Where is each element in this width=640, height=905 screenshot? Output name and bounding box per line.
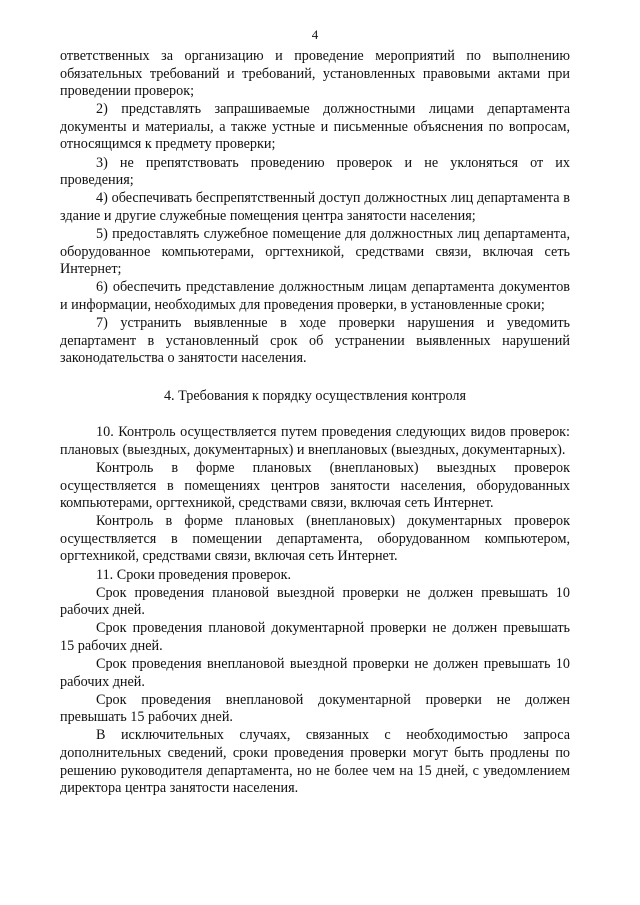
paragraph-planned-documentary-term: Срок проведения плановой документарной проверки не должен превышать 15 рабочих дней.	[60, 620, 570, 654]
paragraph-11: 11. Сроки проведения проверок.	[96, 566, 292, 583]
list-item-2: 2) представлять запрашиваемые должностными лицами департамента документы и материалы, а также устные и письменные объяснения по вопросам, относящимся к предмету проверки;	[60, 101, 570, 153]
paragraph-planned-onsite-term: Срок проведения плановой выездной проверки не должен превышать 10 рабочих дней.	[60, 584, 570, 619]
document-body	[60, 48, 570, 798]
list-item-5: 5) предоставлять служебное помещение для должностных лиц департамента, оборудованное компьютерами, оргтехникой, средствами связи, включая сеть Интернет;	[60, 225, 570, 278]
paragraph-10: 10. Контроль осуществляется путем проведения следующих видов проверок: плановых (выездных, документарных) и внеплановых (выездных, документарных).	[60, 424, 570, 458]
paragraph-unplanned-onsite-term: Срок проведения внеплановой выездной проверки не должен превышать 10 рабочих дней.	[60, 656, 570, 690]
document-page	[60, 0, 570, 905]
paragraph-continuation: ответственных за организацию и проведение мероприятий по выполнению обязательных требований и требований, установленных правовыми актами при проведении проверок;	[60, 48, 570, 100]
page-number: 4	[311, 27, 319, 42]
paragraph-unplanned-documentary-term: Срок проведения внеплановой документарной проверки не должен превышать 15 рабочих дней.	[60, 691, 570, 726]
paragraph-onsite-control: Контроль в форме плановых (внеплановых) выездных проверок осуществляется в помещениях центров занятости населения, оборудованных компьютерами, оргтехникой, средствами связи, включая сеть Интернет.	[60, 459, 570, 512]
list-item-3: 3) не препятствовать проведению проверок и не уклоняться от их проведения;	[60, 154, 570, 189]
paragraph-documentary-control: Контроль в форме плановых (внеплановых) документарных проверок осуществляется в помещении департамента, оборудованном компьютером, оргтехникой, средствами связи, включая сеть Интернет.	[60, 513, 570, 565]
list-item-4: 4) обеспечивать беспрепятственный доступ должностных лиц департамента в здание и другие служебные помещения центра занятости населения;	[60, 190, 570, 224]
section-heading: 4. Требования к порядку осуществления контроля	[163, 387, 467, 404]
paragraph-exceptional-cases: В исключительных случаях, связанных с необходимостью запроса дополнительных сведений, сроки проведения проверки могут быть продлены по решению руководителя департамента, но не более чем на 15 дней, с уведомлением директора центра занятости населения.	[60, 727, 570, 797]
list-item-7: 7) устранить выявленные в ходе проверки нарушения и уведомить департамент в установленный срок об устранении выявленных нарушений законодательства о занятости населения.	[60, 314, 570, 367]
list-item-6: 6) обеспечить представление должностным лицам департамента документов и информации, необходимых для проведения проверки, в установленные сроки;	[60, 279, 570, 313]
